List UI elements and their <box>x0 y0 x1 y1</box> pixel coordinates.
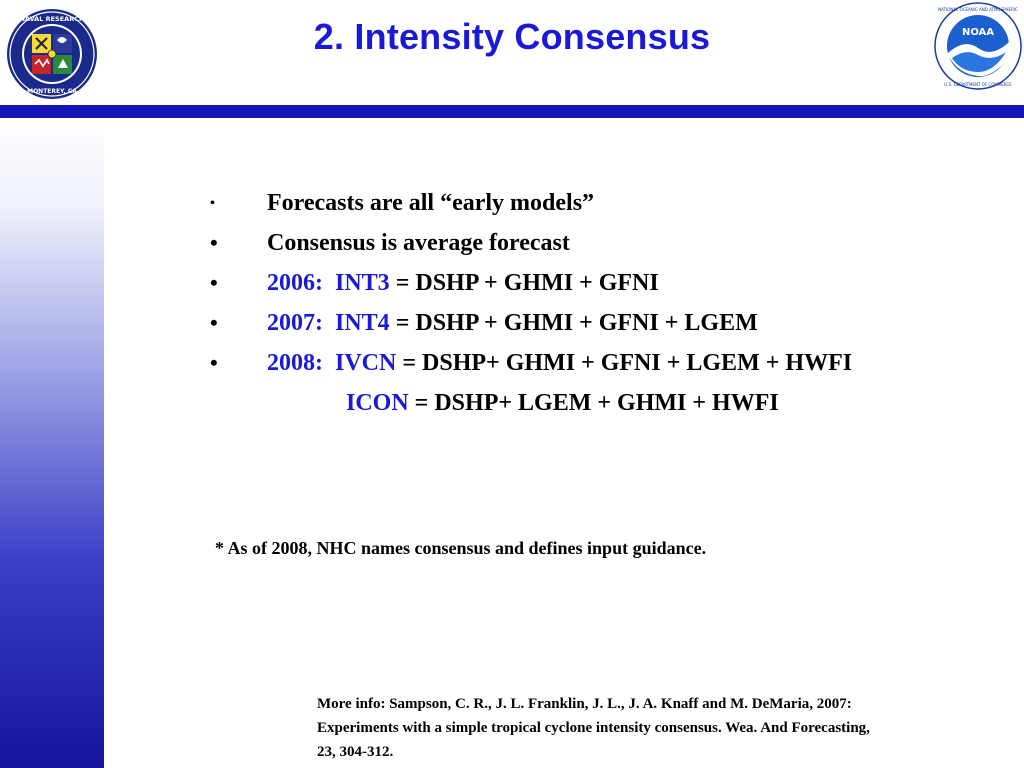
consensus-code: INT3 <box>335 270 390 296</box>
continuation-text: = DSHP+ LGEM + GHMI + HWFI <box>414 390 779 416</box>
bullet-marker: • <box>210 270 218 295</box>
citation-line: More info: Sampson, C. R., J. L. Franklin, J. L., J. A. Knaff and M. DeMaria, 2007: <box>317 696 852 712</box>
footnote: * As of 2008, NHC names consensus and defines input guidance. <box>215 538 707 558</box>
bullet-text: Forecasts are all “early models” <box>267 190 595 216</box>
reference-citation <box>317 692 977 764</box>
bullet-text: Consensus is average forecast <box>267 230 570 256</box>
year-label: 2006: <box>267 270 323 296</box>
slide-title: 2. Intensity Consensus <box>313 16 711 57</box>
svg-text:NATIONAL OCEANIC AND ATMOSPHER: NATIONAL OCEANIC AND ATMOSPHERIC <box>938 7 1018 12</box>
svg-text:U.S. DEPARTMENT OF COMMERCE: U.S. DEPARTMENT OF COMMERCE <box>944 82 1012 87</box>
consensus-code: INT4 <box>335 310 390 336</box>
noaa-logo <box>934 2 1022 90</box>
bullet-marker: • <box>210 350 218 375</box>
bullet-text: = DSHP + GHMI + GFNI <box>395 270 659 296</box>
year-label: 2008: <box>267 350 323 376</box>
svg-text:MONTEREY, CA: MONTEREY, CA <box>27 88 77 95</box>
bullet-marker: • <box>210 196 215 211</box>
bullet-marker: • <box>210 230 218 255</box>
gradient-side-bar <box>0 118 104 768</box>
consensus-code: IVCN <box>335 350 397 376</box>
bullet-text: = DSHP+ GHMI + GFNI + LGEM + HWFI <box>402 350 853 376</box>
year-label: 2007: <box>267 310 323 336</box>
consensus-code: ICON <box>346 390 409 416</box>
citation-line: Experiments with a simple tropical cyclone intensity consensus. Wea. And Forecasting, <box>317 720 870 736</box>
svg-text:NAVAL RESEARCH: NAVAL RESEARCH <box>19 15 85 23</box>
header-rule <box>0 105 1024 118</box>
svg-text:NOAA: NOAA <box>961 27 995 38</box>
bullet-marker: • <box>210 310 218 335</box>
slide-header <box>0 0 1024 118</box>
bullet-text: = DSHP + GHMI + GFNI + LGEM <box>395 310 758 336</box>
continuation-line <box>346 390 779 417</box>
citation-line: 23, 304-312. <box>317 744 394 760</box>
